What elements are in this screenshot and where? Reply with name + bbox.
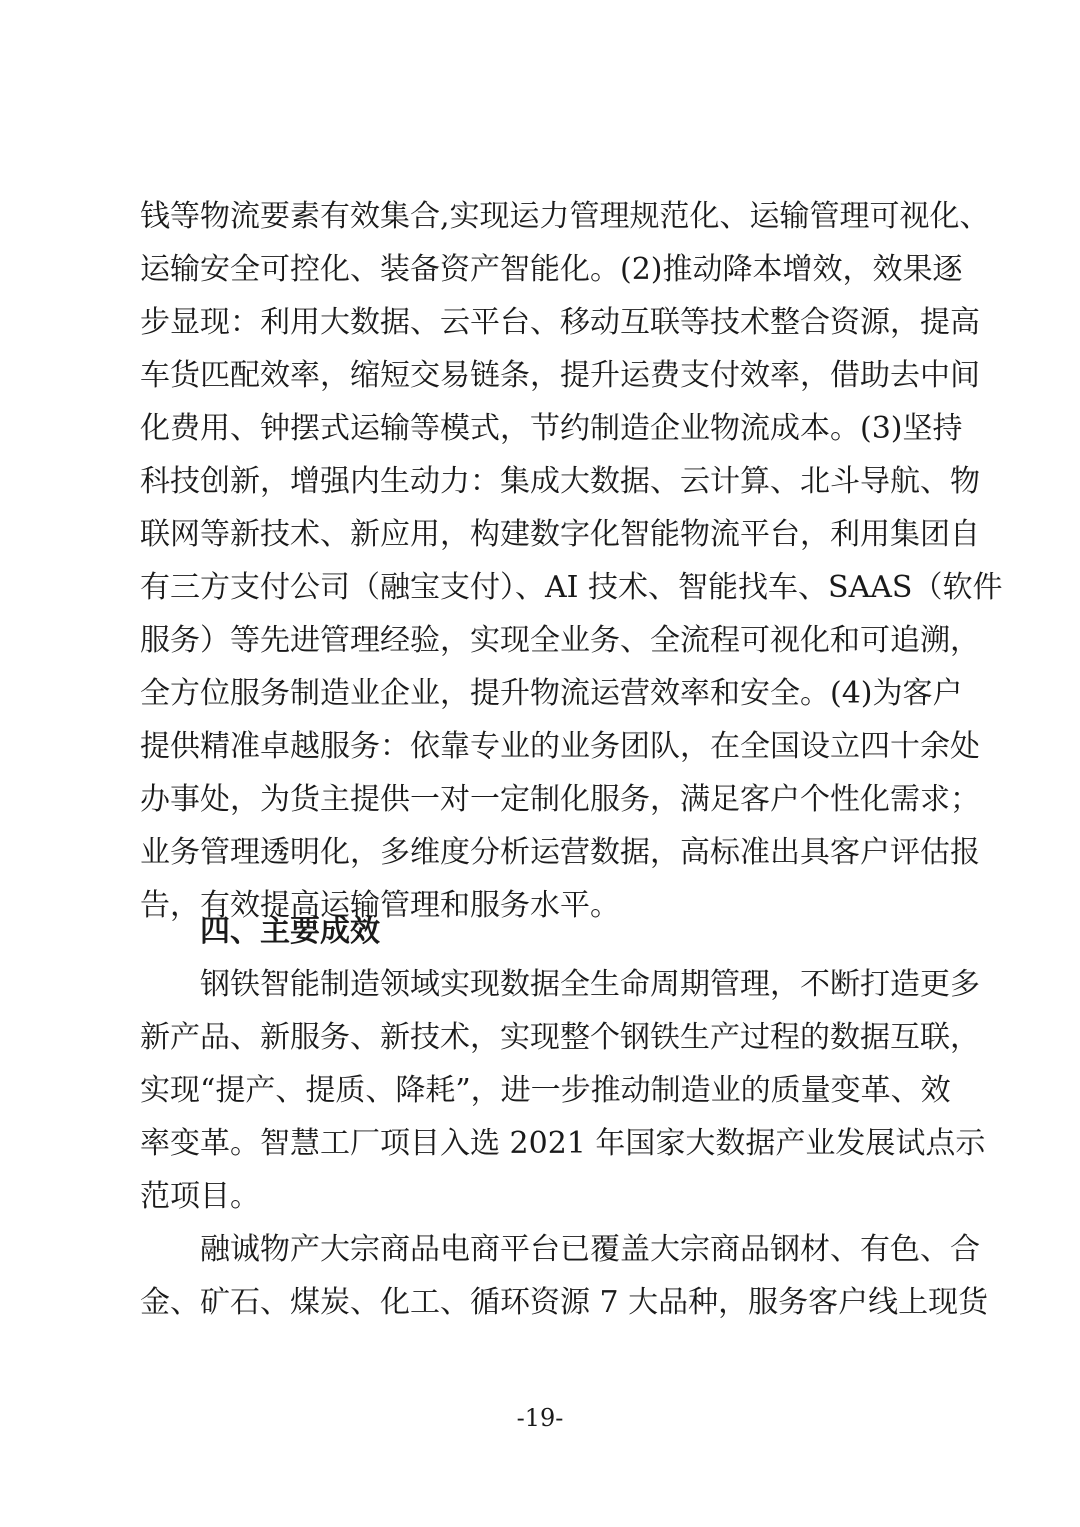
text-line: 车货匹配效率，缩短交易链条，提升运费支付效率，借助去中间 — [140, 358, 980, 393]
text-line: 率变革。智慧工厂项目入选 2021 年国家大数据产业发展试点示 — [140, 1126, 986, 1161]
text-line: 科技创新，增强内生动力：集成大数据、云计算、北斗导航、物 — [140, 464, 980, 499]
text-line: 范项目。 — [140, 1179, 260, 1214]
text-line: 提供精准卓越服务：依靠专业的业务团队，在全国设立四十余处 — [140, 729, 980, 764]
text-line: 钱等物流要素有效集合,实现运力管理规范化、运输管理可视化、 — [140, 199, 990, 234]
text-line: 服务）等先进管理经验，实现全业务、全流程可视化和可追溯， — [140, 623, 980, 658]
text-line: 运输安全可控化、装备资产智能化。(2)推动降本增效，效果逐 — [140, 252, 963, 287]
text-line: 业务管理透明化，多维度分析运营数据，高标准出具客户评估报 — [140, 835, 980, 870]
text-line: 有三方支付公司（融宝支付）、AI 技术、智能找车、SAAS（软件 — [140, 570, 1003, 605]
section-heading: 四、主要成效 — [200, 914, 380, 949]
text-line: 钢铁智能制造领域实现数据全生命周期管理，不断打造更多 — [200, 967, 980, 1002]
text-line: 新产品、新服务、新技术，实现整个钢铁生产过程的数据互联， — [140, 1020, 980, 1055]
page-number: -19- — [516, 1404, 564, 1432]
text-line: 全方位服务制造业企业，提升物流运营效率和安全。(4)为客户 — [140, 676, 963, 711]
text-line: 步显现：利用大数据、云平台、移动互联等技术整合资源，提高 — [140, 305, 980, 340]
text-line: 金、矿石、煤炭、化工、循环资源 7 大品种，服务客户线上现货 — [140, 1285, 989, 1320]
text-line: 实现“提产、提质、降耗”，进一步推动制造业的质量变革、效 — [140, 1073, 951, 1108]
text-line: 融诚物产大宗商品电商平台已覆盖大宗商品钢材、有色、合 — [200, 1232, 980, 1267]
text-line: 联网等新技术、新应用，构建数字化智能物流平台，利用集团自 — [140, 517, 980, 552]
text-line: 办事处，为货主提供一对一定制化服务，满足客户个性化需求； — [140, 782, 980, 817]
text-line: 告，有效提高运输管理和服务水平。 — [140, 888, 620, 923]
text-line: 化费用、钟摆式运输等模式，节约制造企业物流成本。(3)坚持 — [140, 411, 963, 446]
